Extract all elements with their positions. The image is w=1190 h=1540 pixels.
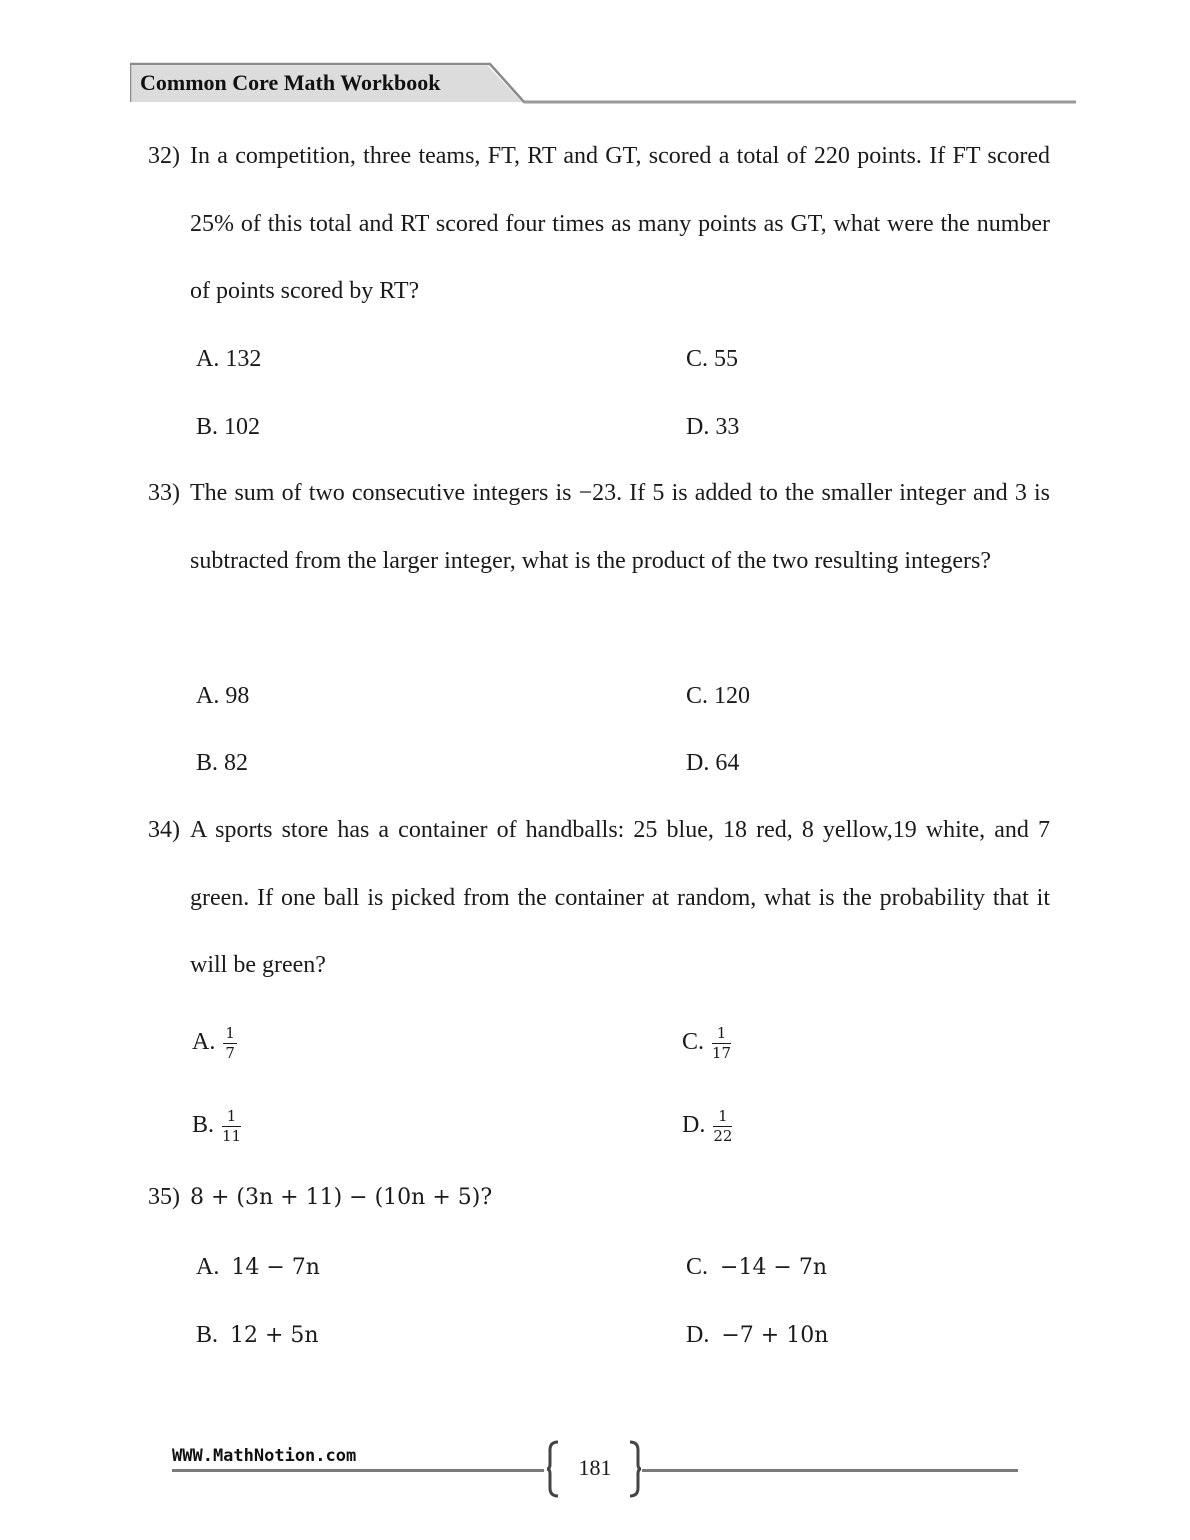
right-brace-icon <box>628 1440 642 1498</box>
option-value: −14 − 7n <box>720 1255 828 1280</box>
option-34-a[interactable] <box>192 1022 237 1062</box>
option-value: 55 <box>714 346 739 372</box>
question-number: 33) <box>148 480 180 506</box>
left-brace-icon <box>546 1440 560 1498</box>
option-letter: B. <box>192 1112 215 1138</box>
option-letter: D. <box>682 1112 706 1138</box>
option-letter: C. <box>682 1029 705 1055</box>
fraction <box>712 1025 731 1062</box>
denominator: 17 <box>712 1043 732 1062</box>
question-text: In a competition, three teams, FT, RT and GT, scored a total of 220 points. If FT scored 25% of this total and RT scored four times as many points as GT, what were the number of points scored by RT? <box>190 143 1050 304</box>
option-letter: C. <box>686 1254 709 1280</box>
denominator: 11 <box>222 1126 242 1145</box>
option-32-c[interactable] <box>686 342 738 376</box>
question-number: 32) <box>148 143 180 169</box>
option-value: 33 <box>715 414 740 440</box>
option-value: 98 <box>225 683 250 709</box>
numerator: 1 <box>713 1108 732 1127</box>
option-32-a[interactable] <box>196 342 261 376</box>
denominator: 22 <box>713 1126 733 1145</box>
option-34-d[interactable] <box>682 1105 732 1145</box>
numerator: 1 <box>225 1023 235 1042</box>
option-value: 64 <box>715 750 740 776</box>
option-value: 132 <box>225 346 262 372</box>
question-number: 35) <box>148 1184 180 1210</box>
fraction <box>222 1108 241 1145</box>
question-expression: 8 + (3n + 11) − (10n + 5)? <box>190 1185 493 1210</box>
option-value: −7 + 10n <box>721 1323 829 1348</box>
option-32-b[interactable] <box>196 410 260 444</box>
question-text: A sports store has a container of handballs: 25 blue, 18 red, 8 yellow,19 white, and 7 green. If one ball is picked from the container at random, what is the probability that it will be green? <box>190 817 1050 978</box>
option-33-c[interactable] <box>686 679 750 713</box>
footer-divider-left <box>172 1469 544 1472</box>
question-text: The sum of two consecutive integers is −23. If 5 is added to the smaller integer and 3 is subtracted from the larger integer, what is the product of the two resulting integers? <box>190 480 1050 574</box>
page-header <box>130 62 1076 108</box>
option-value: 120 <box>714 683 751 709</box>
option-33-b[interactable] <box>196 746 248 780</box>
fraction <box>713 1108 732 1145</box>
option-letter: D. <box>686 750 710 776</box>
denominator: 7 <box>225 1043 235 1062</box>
question-number: 34) <box>148 817 180 843</box>
option-letter: D. <box>686 1322 710 1348</box>
option-33-a[interactable] <box>196 679 249 713</box>
option-letter: B. <box>196 414 219 440</box>
option-letter: A. <box>192 1029 216 1055</box>
option-value: 82 <box>224 750 249 776</box>
option-letter: A. <box>196 683 220 709</box>
option-33-d[interactable] <box>686 746 739 780</box>
option-letter: C. <box>686 683 709 709</box>
option-letter: B. <box>196 750 219 776</box>
question-35 <box>148 1164 1050 1232</box>
question-32 <box>148 123 1050 326</box>
fraction <box>223 1025 237 1062</box>
option-value: 12 + 5n <box>230 1323 319 1348</box>
option-value: 14 − 7n <box>231 1255 320 1280</box>
footer-divider-right <box>642 1469 1018 1472</box>
page-number: 181 <box>578 1455 612 1480</box>
option-34-b[interactable] <box>192 1105 241 1145</box>
option-letter: A. <box>196 1254 220 1280</box>
footer-website: WWW.MathNotion.com <box>172 1446 357 1466</box>
option-value: 102 <box>224 414 261 440</box>
option-letter: C. <box>686 346 709 372</box>
numerator: 1 <box>222 1108 241 1127</box>
option-35-d[interactable] <box>686 1318 828 1352</box>
option-letter: A. <box>196 346 220 372</box>
option-35-b[interactable] <box>196 1318 319 1352</box>
question-33 <box>148 460 1050 595</box>
question-34 <box>148 797 1050 1000</box>
option-35-a[interactable] <box>196 1250 320 1284</box>
option-35-c[interactable] <box>686 1250 827 1284</box>
question-text <box>190 1164 1050 1232</box>
option-32-d[interactable] <box>686 410 739 444</box>
header-title: Common Core Math Workbook <box>140 70 441 95</box>
option-34-c[interactable] <box>682 1022 731 1062</box>
option-letter: D. <box>686 414 710 440</box>
numerator: 1 <box>712 1025 731 1044</box>
option-letter: B. <box>196 1322 219 1348</box>
